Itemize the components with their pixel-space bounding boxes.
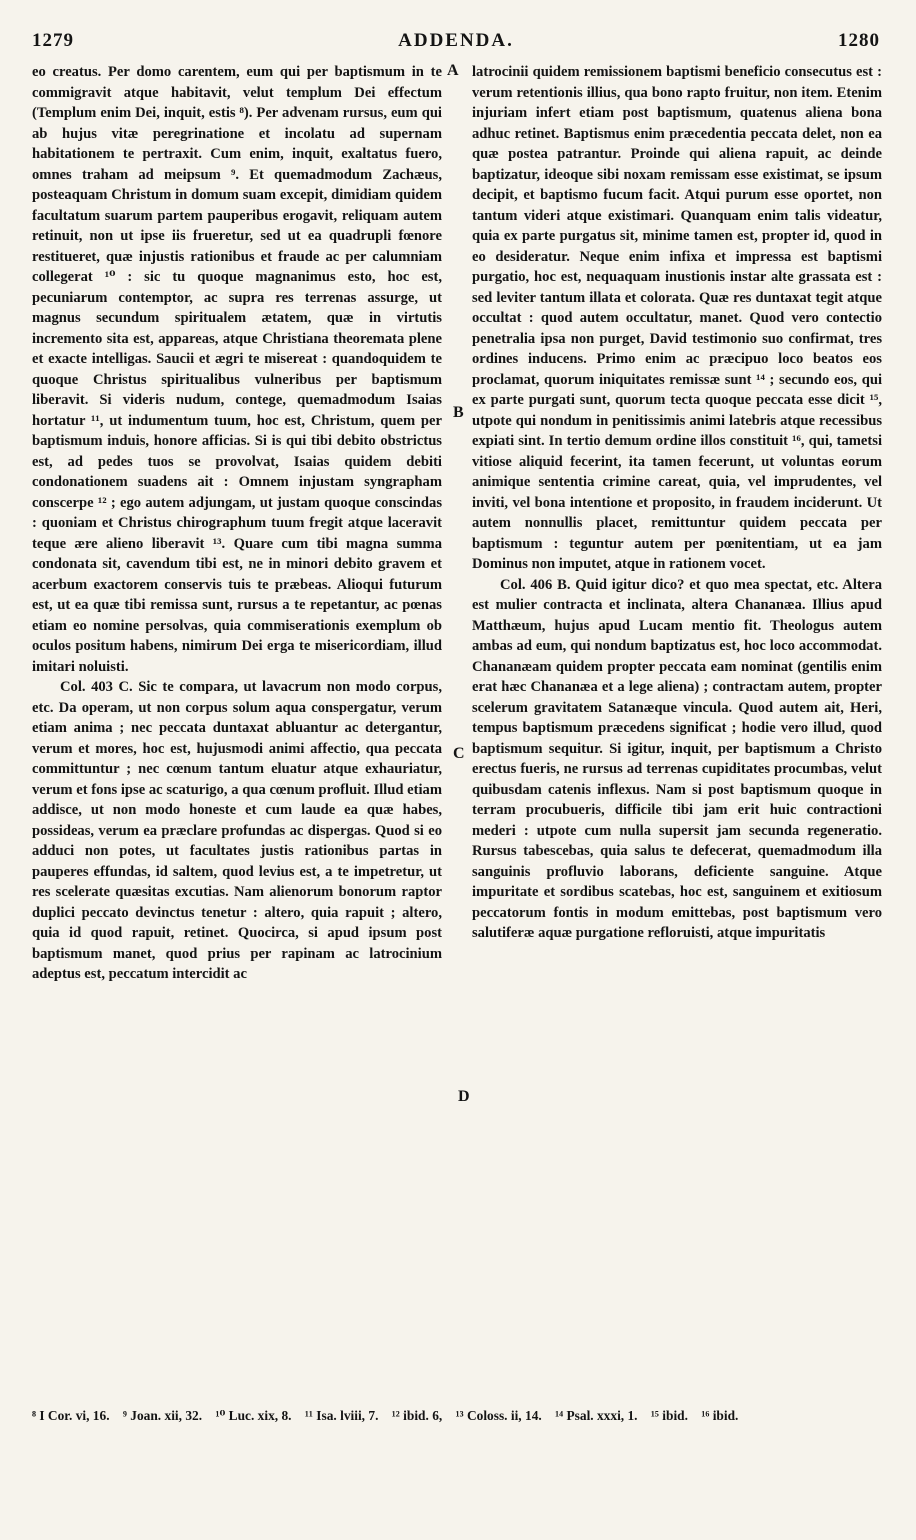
footnote: ⁹ Joan. xii, 32. <box>122 1408 203 1423</box>
margin-marker-a: A <box>447 62 459 79</box>
margin-marker-b: B <box>453 404 464 421</box>
footnote: ¹² ibid. 6, <box>391 1408 443 1423</box>
left-column <box>32 62 442 1397</box>
left-paragraph: Col. 403 C. Sic te compara, ut lavacrum non modo corpus, etc. Da operam, ut non corpus solum aqua conspergatur, verum etiam anima ; nec peccata duntaxat abluantur ac detergantur, verum et mores, hoc est, hujusmodi animi affectio, qua peccata committuntur ; nec cœnum tantum eluatur atque exhauriatur, verum et fons ipse ac scaturigo, a qua cœnum profluit. Illud etiam addisce, ut non modo honeste et cum laude ea quæ habes, possideas, verum ea præclare profundas ac dispergas. Quod si eo adduci non potes, ut facultates justis rationibus partas in pauperes effundas, id saltem, quod levius est, a te impetretur, ut res scelerate quæsitas excutias. Nam alienorum bonorum raptor duplici peccato devinctus tenetur : altero, quia rapuit ; altero, quia id quod rapuit, retinet. Quocirca, si apud ipsum post baptismum manet, quod prius per rapinam ac latrocinium adeptus est, peccatum intercidit ac <box>32 679 442 982</box>
page-number-right: 1280 <box>838 30 880 51</box>
right-column <box>472 62 882 1397</box>
margin-marker-c: C <box>453 745 465 762</box>
right-paragraph: Col. 406 B. Quid igitur dico? et quo mea spectat, etc. Altera est mulier contracta et inclinata, altera Chananæa. Illius apud Matthæum, hujus apud Lucam mentio fit. Theologus autem ambas ad eum, qui nondum baptizatus est, hoc loco accommodat. Chananæam quidem propter peccata eam nominat (gentilis enim erat hæc Chananæa et a lege aliena) ; contractam autem, propter scelerum gravitatem Satanæque vincula. Quod autem ait, Heri, tempus baptismum præcedens significat ; hodie vero illud, quod baptismum sequitur. Si igitur, inquit, per baptismum a Christo erectus fueris, ne rursus ad terrenas cupiditates procumbas, velut quibusdam catenis inflexus. Nam si post baptismum quoque in terram procubueris, difficile tibi jam erit huic contractioni mederi : utpote cum nulla supersit jam secunda regeneratio. Rursus tabescebas, quia salus te defecerat, quemadmodum illa sanguinis profluvio laborans, deficiente sanguine. Atque impuritate et sordibus scatebas, hoc est, sanguinem et exitiosum peccatorum fontis in modum emittebas, post baptismum vero salutiferæ aquæ purgatione refloruisti, atque impuritatis <box>472 576 882 941</box>
page-header <box>32 30 880 56</box>
footnote: ¹⁵ ibid. <box>650 1408 688 1423</box>
footnote: ¹³ Coloss. ii, 14. <box>455 1408 542 1423</box>
footnote: ¹⁶ ibid. <box>701 1408 739 1423</box>
page-number-left: 1279 <box>32 30 74 51</box>
footnote: ⁸ I Cor. vi, 16. <box>32 1408 110 1423</box>
footnote: ¹⁴ Psal. xxxi, 1. <box>555 1408 638 1423</box>
footnote: ¹⁰ Luc. xix, 8. <box>215 1408 292 1423</box>
left-paragraph: eo creatus. Per domo carentem, eum qui per baptismum in te commigravit atque habitavit, velut templum Dei effectum (Templum enim Dei, inquit, estis ⁸). Per advenam rursus, eum qui ab hujus vitæ peregrinatione et incolatu ad supernam habitationem te pertraxit. Cum enim, inquit, exaltatus fuero, omnes traham ad meipsum ⁹. Et quemadmodum Zachæus, posteaquam Christum in domum suam excepit, dimidiam quidem facultatum suarum partem pauperibus erogavit, reliquam autem retinuit, non ut ipse iis frueretur, sed ut ea quadrupli fœnore restitueret, quæ injustis rationibus et fraude ac per calumniam collegerat ¹⁰ : sic tu quoque magnanimus esto, hoc est, pecuniarum contemptor, ac supra res terrenas assurge, ut magnus secundum spiritualem ætatem, quæ in virtutis incremento sita est, appareas, atque Christiana theoremata plene et exacte intelligas. Saucii et ægri te misereat : quandoquidem te quoque Christus spiritualibus vulneribus per baptismum liberavit. Si videris nudum, contege, quemadmodum Isaias hortatur ¹¹, ut indumentum tuum, hoc est, Christum, quem per baptismum induis, honore afficias. Si is qui tibi debito obstrictus est, ad pedes tuos se provolvat, Isaias quidem debiti condonationem suadens ait : Omnem injustam syngrapham conscerpe ¹² ; ego autem adjungam, ut justam quoque conscindas : quoniam et Christus chirographum tuum fregit atque laceravit teque ære alieno liberavit ¹³. Quare cum tibi magna summa condonata sit, cavendum tibi est, ne in minori debito gravem et acerbum exactorem conservis tuis te præbeas. Alioqui futurum est, ut ea quæ tibi remissa sunt, rursus a te repetantur, ac pœnas etiam eo nomine persolvas, quia commiserationis exemplum ob oculos positum habens, nimirum Dei erga te misericordiam, illud imitari noluisti. <box>32 64 442 675</box>
margin-marker-d: D <box>458 1088 470 1105</box>
right-paragraph: latrocinii quidem remissionem baptismi beneficio consecutus est : verum retentionis illius, qua bono rapto fruitur, non item. Etenim injuriam infert etiam post baptismum, quatenus aliena bona adhuc retinet. Baptismus enim præcedentia peccata delet, non ea quæ postea patrantur. Proinde qui aliena rapuit, ac deinde baptizatur, ideoque sibi noxam remissam esse existimat, se ipsum decipit, et baptismo fucum facit. Atqui purum esse oportet, non tantum videri atque existimari. Quanquam enim talis videatur, quia ex parte purgatus sit, minime tamen est, propter id, quod in eo desideratur. Neque enim infixa et impressa est baptismi purgatio, hoc est, nequaquam inustionis instar alte grassata est : sed leviter tantum illata et colorata. Quæ res duntaxat tegit atque occultat : quod autem occultatur, manet. Quod vero contectio penetralia ipsa non purget, David testimonio suo confirmat, tres ordines inducens. Primo enim ac præcipuo loco beatos eos proclamat, quorum iniquitates remissæ sunt ¹⁴ ; secundo eos, qui ex parte purgati sunt, quorum tecta quoque peccata esse dicit ¹⁵, utpote qui nondum in penitissimis animi latebris atque recessibus expiati sint. In tertio demum ordine illos constituit ¹⁶, qui, tametsi vitiose aliquid fecerint, ita tamen fecerunt, ut voluntas eorum animique sententia crimine careat, quia, vel imprudentes, vel inviti, vel bona intentione et proposito, in fraudem inciderunt. Ut autem nonnullis placet, remittuntur quidem peccata per baptismum : teguntur autem per pœnitentiam, ut ea jam Dominus non imputet, atque in rationem vocet. <box>472 64 882 572</box>
footnotes <box>32 1406 882 1425</box>
running-title: ADDENDA. <box>398 30 514 51</box>
footnote: ¹¹ Isa. lviii, 7. <box>304 1408 379 1423</box>
